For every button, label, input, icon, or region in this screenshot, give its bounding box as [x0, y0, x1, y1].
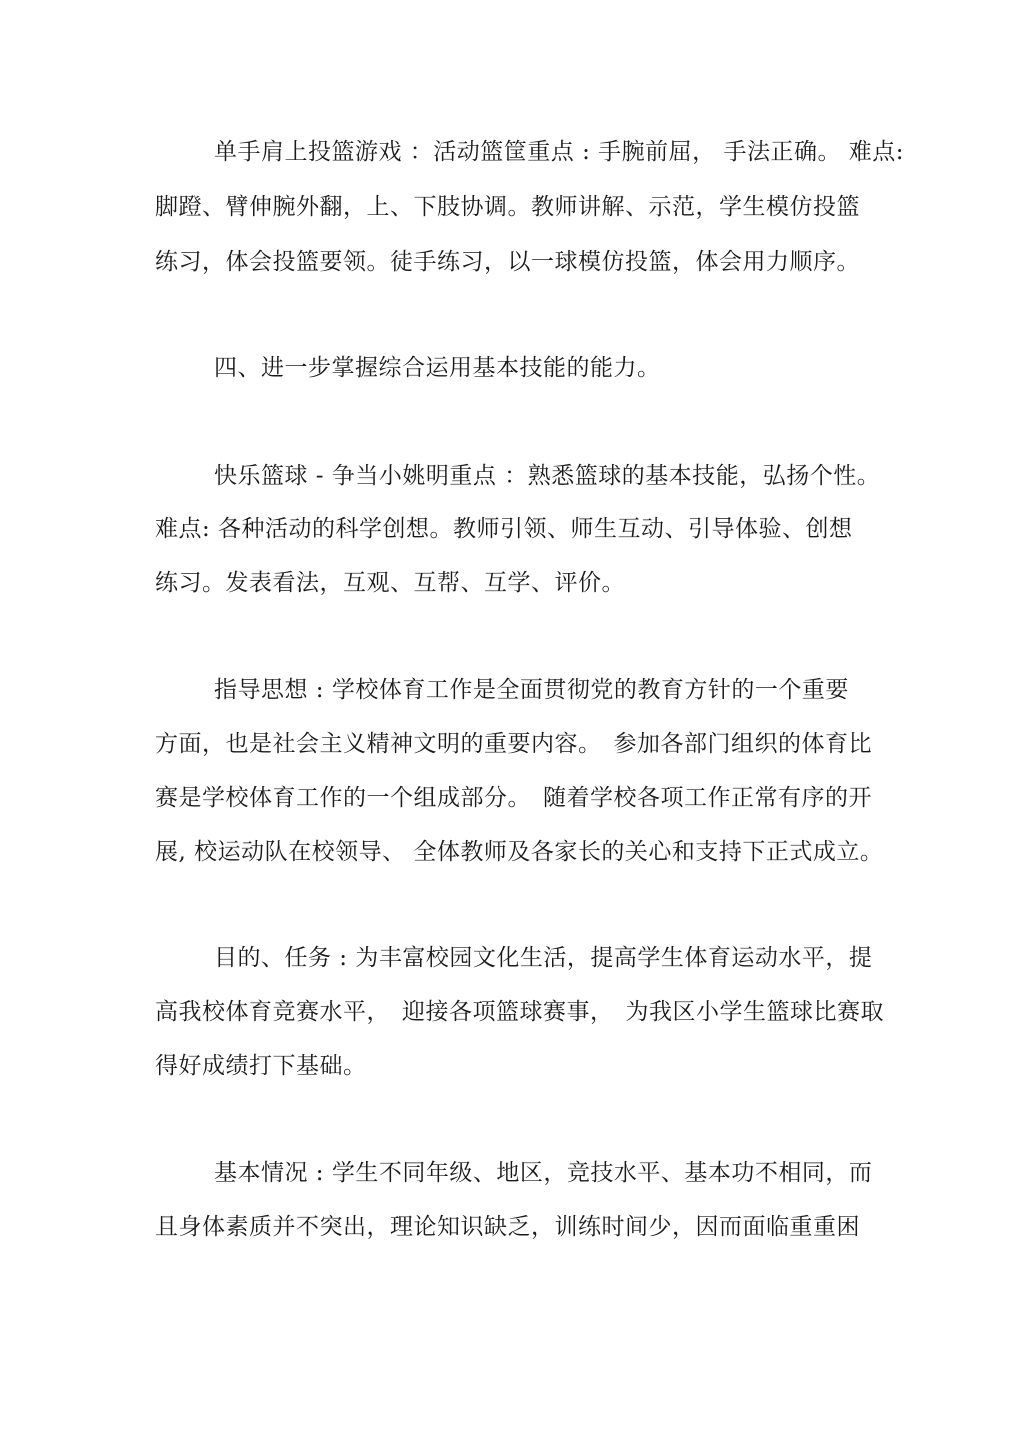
paragraph-1-line-1: 单手肩上投篮游戏 ：活动篮筐重点 : 手腕前屈， 手法正确。 难点:	[214, 139, 905, 165]
paragraph-4-line-4: 展, 校运动队在校领导、 全体教师及各家长的关心和支持下正式成立。	[155, 839, 884, 865]
paragraph-5-line-3: 得好成绩打下基础。	[155, 1053, 367, 1079]
paragraph-3-line-1: 快乐篮球 - 争当小姚明重点 ：熟悉篮球的基本技能，弘扬个性。	[214, 463, 881, 489]
paragraph-3-line-2: 难点: 各种活动的科学创想。教师引领、师生互动、引导体验、创想	[155, 516, 853, 542]
paragraph-6-line-1: 基本情况 : 学生不同年级、地区，竞技水平、基本功不相同，而	[214, 1160, 873, 1186]
paragraph-4-line-2: 方面，也是社会主义精神文明的重要内容。 参加各部门组织的体育比	[155, 731, 872, 757]
paragraph-1-line-2: 脚蹬、臂伸腕外翻，上、下肢协调。教师讲解、示范，学生模仿投篮	[155, 194, 860, 220]
paragraph-3-line-3: 练习。发表看法，互观、互帮、互学、评价。	[155, 570, 625, 596]
paragraph-1-line-3: 练习，体会投篮要领。徒手练习，以一球模仿投篮，体会用力顺序。	[155, 249, 860, 275]
paragraph-5-line-1: 目的、任务 : 为丰富校园文化生活，提高学生体育运动水平，提	[214, 945, 873, 971]
paragraph-4-line-1: 指导思想 : 学校体育工作是全面贯彻党的教育方针的一个重要	[214, 677, 849, 703]
paragraph-4-line-3: 赛是学校体育工作的一个组成部分。 随着学校各项工作正常有序的开	[155, 785, 872, 811]
paragraph-2-line-1: 四、进一步掌握综合运用基本技能的能力。	[214, 355, 661, 381]
paragraph-6-line-2: 且身体素质并不突出，理论知识缺乏，训练时间少，因而面临重重困	[155, 1214, 860, 1240]
paragraph-5-line-2: 高我校体育竞赛水平， 迎接各项篮球赛事， 为我区小学生篮球比赛取	[155, 999, 884, 1025]
